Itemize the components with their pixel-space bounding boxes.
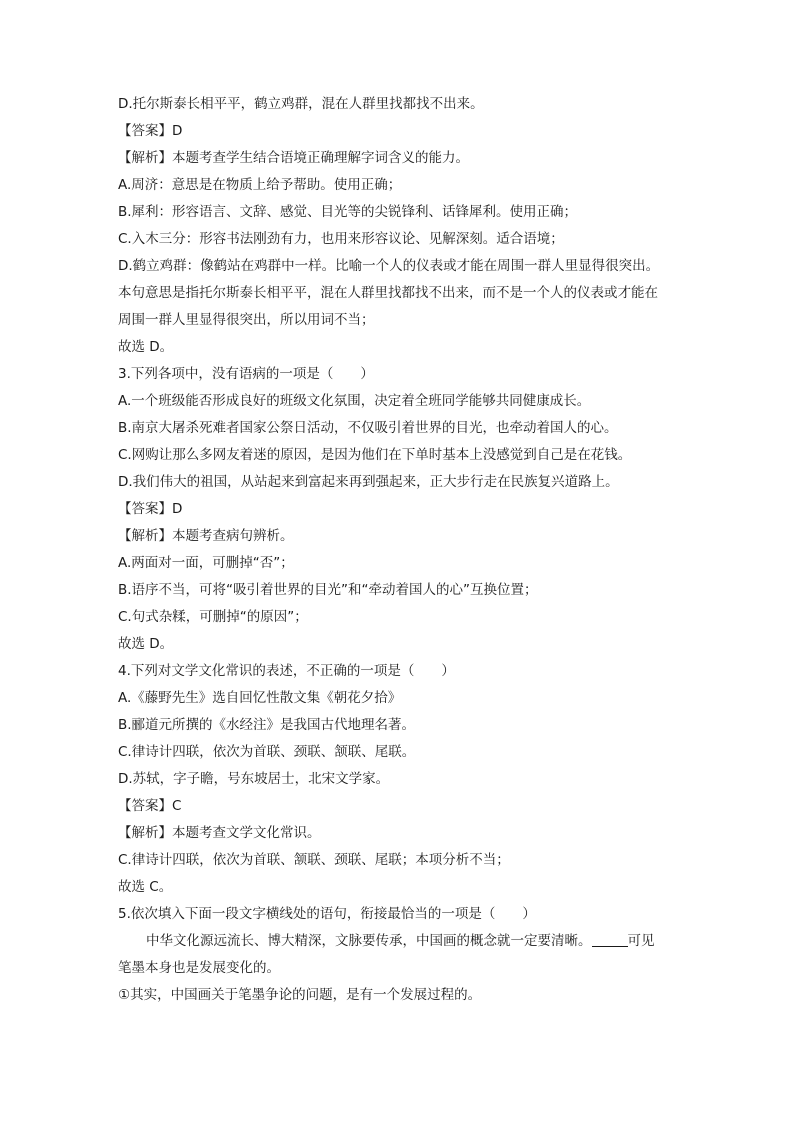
question-4-option-b: B.郦道元所撰的《水经注》是我国古代地理名著。 <box>118 717 416 733</box>
conclusion-line: 故选 D。 <box>118 339 174 355</box>
analysis-item: C.律诗计四联，依次为首联、颔联、颈联、尾联；本项分析不当； <box>118 852 510 868</box>
analysis-line: 【解析】本题考查学生结合语境正确理解字词含义的能力。 <box>118 150 469 166</box>
passage-text-after-blank: 可见 <box>627 933 655 949</box>
document-body <box>118 91 698 1009</box>
question-4-option-c: C.律诗计四联，依次为首联、颈联、颔联、尾联。 <box>118 744 416 760</box>
conclusion-line: 故选 C。 <box>118 879 173 895</box>
question-4-option-d: D.苏轼，字子瞻，号东坡居士，北宋文学家。 <box>118 771 390 787</box>
analysis-item: B.犀利：形容语言、文辞、感觉、目光等的尖锐锋利、话锋犀利。使用正确； <box>118 204 578 220</box>
conclusion-line: 故选 D。 <box>118 636 174 652</box>
analysis-item: C.句式杂糅，可删掉“的原因”； <box>118 609 308 625</box>
answer-line: 【答案】C <box>118 798 182 814</box>
question-3-option-c: C.网购让那么多网友着迷的原因，是因为他们在下单时基本上没感觉到自己是在花钱。 <box>118 447 632 463</box>
analysis-item: A.两面对一面，可删掉“否”； <box>118 555 294 571</box>
passage-text-before-blank: 中华文化源远流长、博大精深，文脉要传承，中国画的概念就一定要清晰。 <box>146 933 592 949</box>
analysis-item: C.入木三分：形容书法刚劲有力，也用来形容议论、见解深刻。适合语境； <box>118 231 564 247</box>
question-5-passage <box>118 928 698 955</box>
question-3-option-b: B.南京大屠杀死难者国家公祭日活动，不仅吸引着世界的目光，也牵动着国人的心。 <box>118 420 618 436</box>
analysis-line: 【解析】本题考查病句辨析。 <box>118 528 294 544</box>
question-3-option-d: D.我们伟大的祖国，从站起来到富起来再到强起来，正大步行走在民族复兴道路上。 <box>118 474 619 490</box>
question-4-option-a: A.《藤野先生》选自回忆性散文集《朝花夕拾》 <box>118 690 402 706</box>
question-5-stem: 5.依次填入下面一段文字横线处的语句，衔接最恰当的一项是（ ） <box>118 906 536 922</box>
question-4-stem: 4.下列对文学文化常识的表述，不正确的一项是（ ） <box>118 663 455 679</box>
question-5-sentence-1: ①其实，中国画关于笔墨争论的问题，是有一个发展过程的。 <box>118 987 482 1003</box>
analysis-item: D.鹤立鸡群：像鹤站在鸡群中一样。比喻一个人的仪表或才能在周围一群人里显得很突出。 <box>118 258 660 274</box>
option-d-text: D.托尔斯泰长相平平，鹤立鸡群，混在人群里找都找不出来。 <box>118 96 484 112</box>
analysis-item: 本句意思是指托尔斯泰长相平平，混在人群里找都找不出来，而不是一个人的仪表或才能在 <box>118 285 658 301</box>
question-3-option-a: A.一个班级能否形成良好的班级文化氛围，决定着全班同学能够共同健康成长。 <box>118 393 591 409</box>
answer-line: 【答案】D <box>118 501 183 517</box>
analysis-item: A.周济：意思是在物质上给予帮助。使用正确； <box>118 177 402 193</box>
fill-in-blank <box>592 930 628 947</box>
analysis-line: 【解析】本题考查文学文化常识。 <box>118 825 321 841</box>
analysis-item: 周围一群人里显得很突出，所以用词不当； <box>118 312 375 328</box>
question-3-stem: 3.下列各项中，没有语病的一项是（ ） <box>118 366 374 382</box>
question-5-passage-continuation: 笔墨本身也是发展变化的。 <box>118 960 280 976</box>
analysis-item: B.语序不当，可将“吸引着世界的目光”和“牵动着国人的心”互换位置； <box>118 582 538 598</box>
answer-line: 【答案】D <box>118 123 183 139</box>
